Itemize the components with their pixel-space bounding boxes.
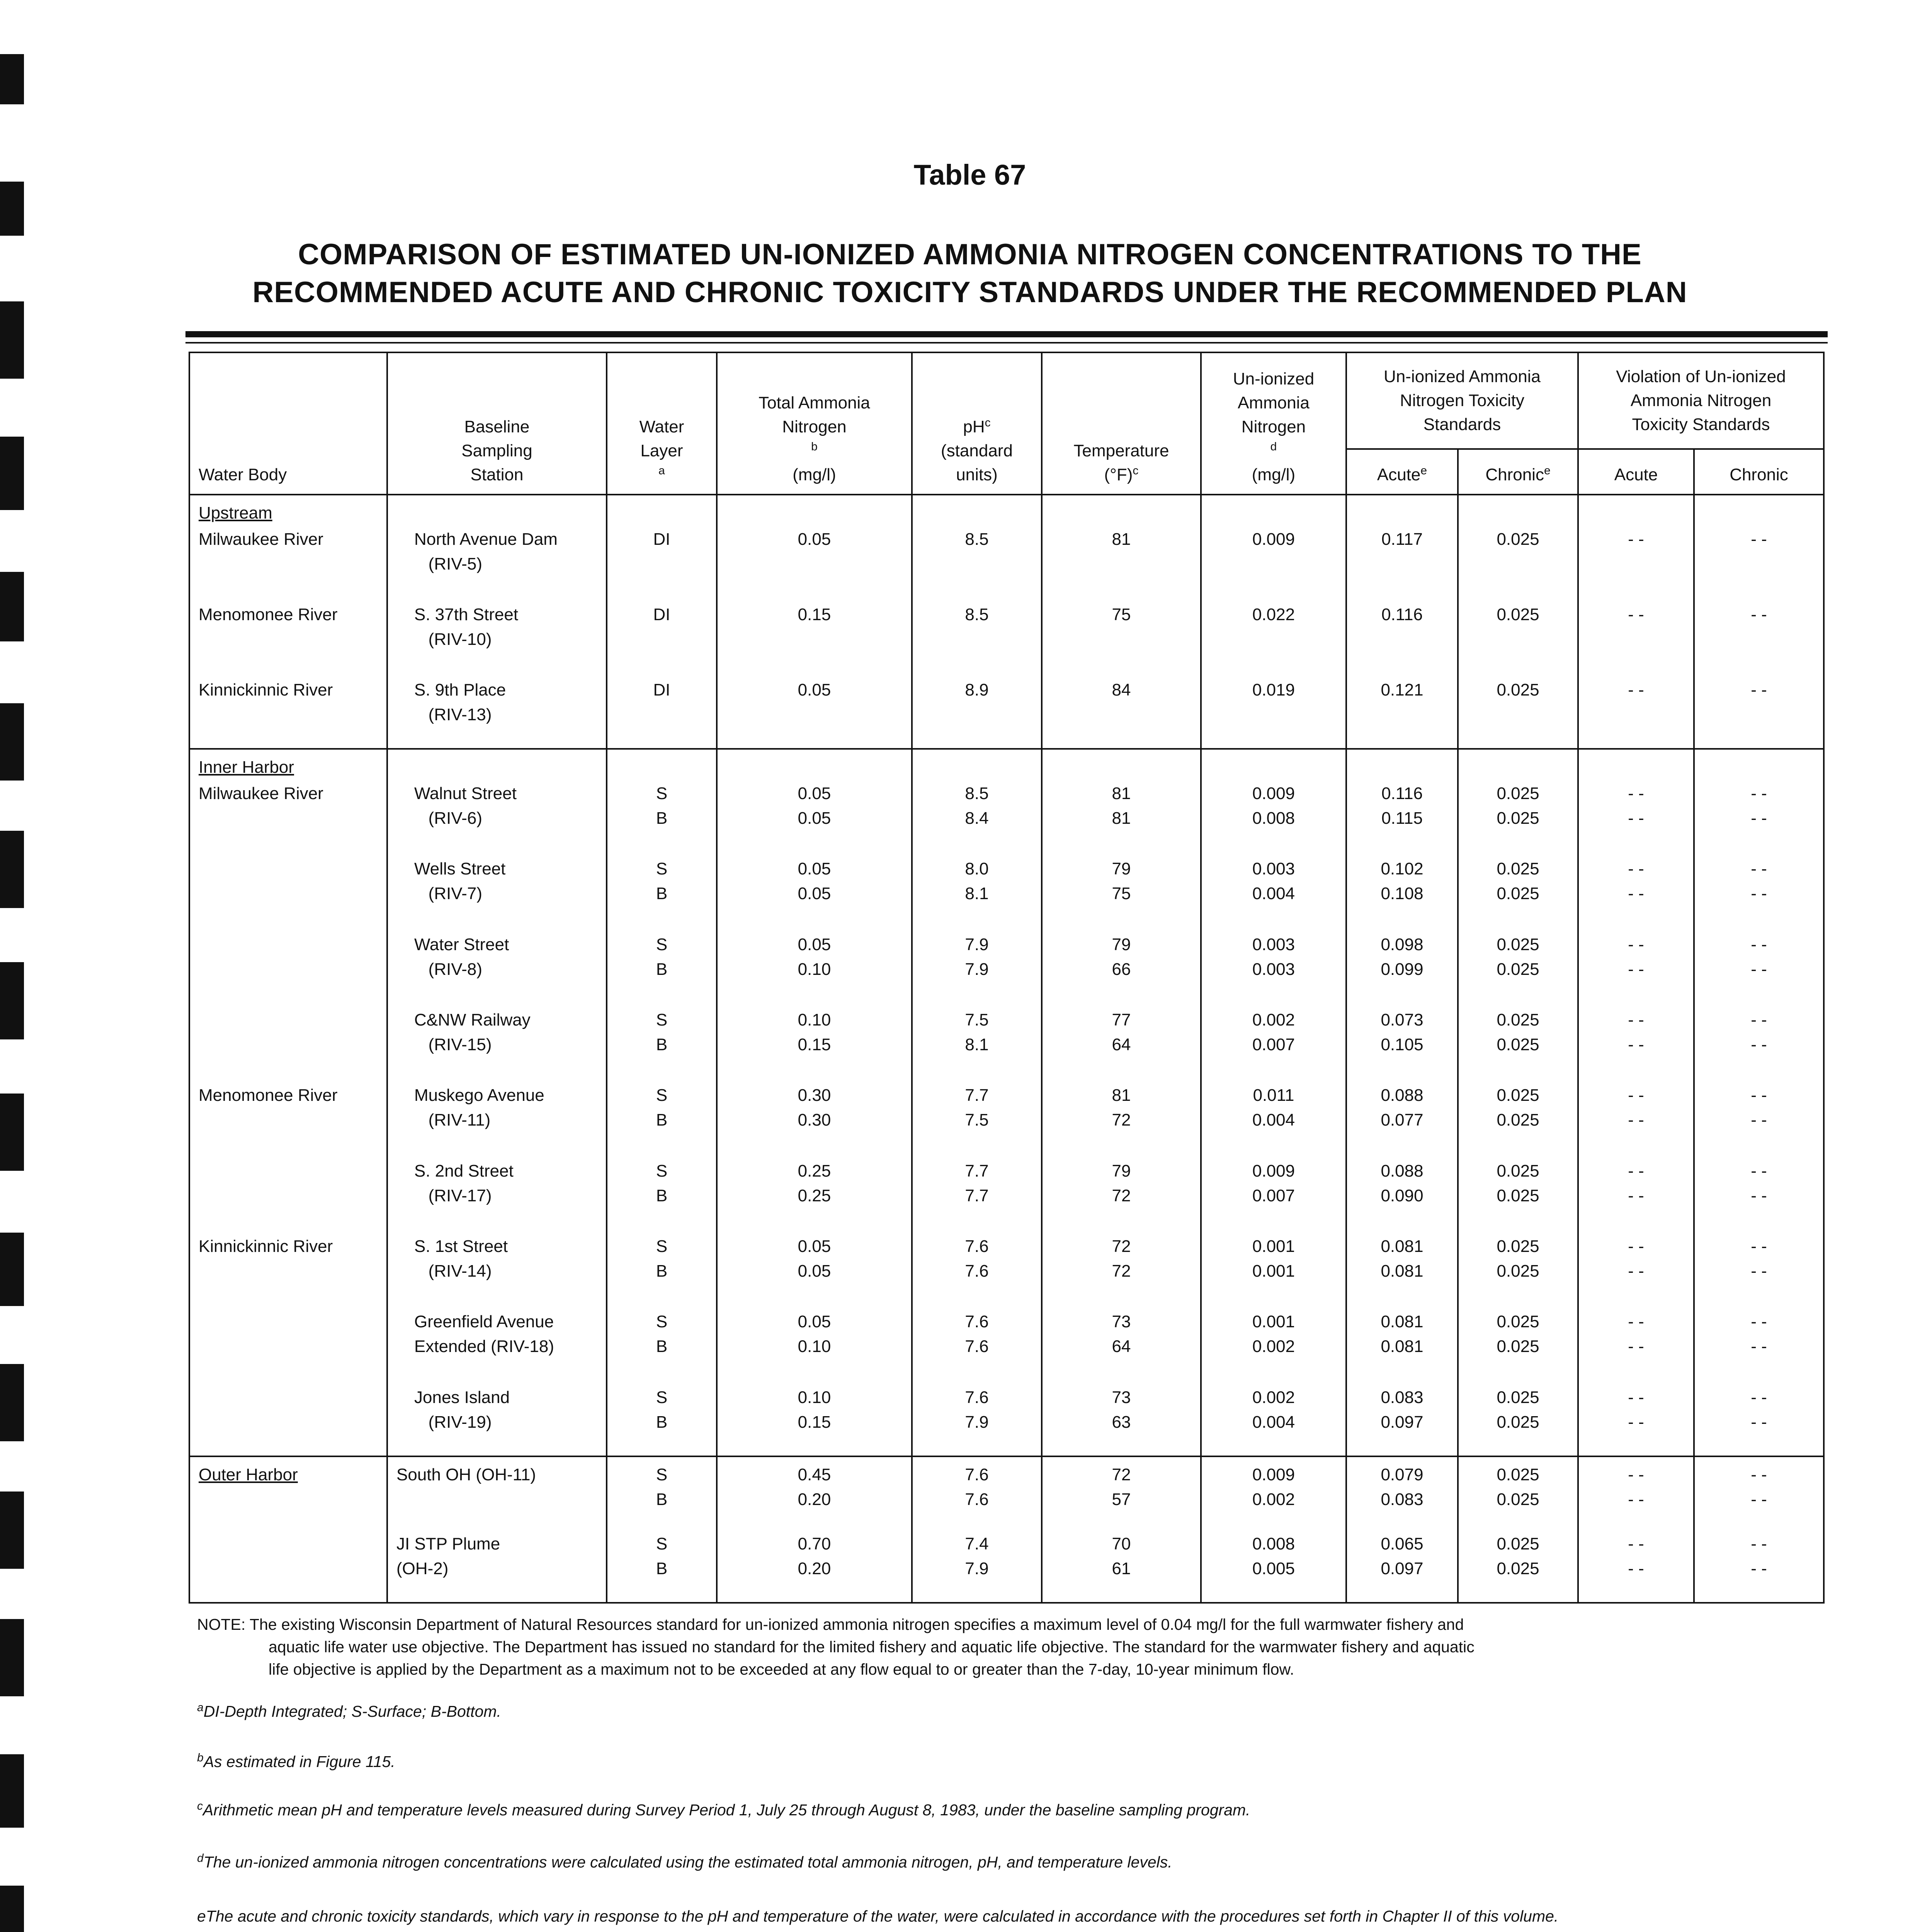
table-notes [197, 1613, 1820, 1925]
table-row [189, 1385, 1824, 1456]
cell-violation-acute: - - - - [1578, 1456, 1694, 1532]
cell-violation-chronic: - - - - [1694, 1008, 1824, 1083]
header-row [189, 352, 1824, 449]
cell-water-body [189, 857, 387, 932]
cell-acute: 0.088 0.090 [1346, 1159, 1458, 1234]
cell-temp: 73 64 [1042, 1310, 1201, 1385]
cell-acute: 0.079 0.083 [1346, 1456, 1458, 1532]
cell-unionized: 0.003 0.003 [1201, 932, 1346, 1008]
cell-chronic: 0.025 0.025 [1458, 1385, 1578, 1456]
cell-total: 0.05 [717, 678, 912, 749]
cell-total: 0.30 0.30 [717, 1083, 912, 1158]
binder-mark [0, 54, 24, 104]
cell-acute: 0.088 0.077 [1346, 1083, 1458, 1158]
cell-acute: 0.081 0.081 [1346, 1310, 1458, 1385]
cell-chronic: 0.025 [1458, 527, 1578, 602]
binder-mark [0, 301, 24, 379]
cell-chronic: 0.025 0.025 [1458, 781, 1578, 857]
cell-layer: S B [607, 1159, 717, 1234]
table-row [189, 527, 1824, 602]
binder-mark [0, 1886, 24, 1932]
cell-chronic: 0.025 0.025 [1458, 932, 1578, 1008]
note-label: NOTE: [197, 1616, 246, 1633]
cell-layer: DI [607, 602, 717, 678]
cell-chronic: 0.025 0.025 [1458, 1234, 1578, 1310]
cell-violation-chronic: - - [1694, 678, 1824, 749]
cell-station: Muskego Avenue (RIV-11) [387, 1083, 607, 1158]
cell-unionized: 0.001 0.001 [1201, 1234, 1346, 1310]
cell-layer: S B [607, 1456, 717, 1532]
table-row [189, 1234, 1824, 1310]
cell-water-body: Kinnickinnic River [189, 1234, 387, 1310]
cell-temp: 79 75 [1042, 857, 1201, 932]
table-row [189, 1456, 1824, 1532]
cell-water-body: Kinnickinnic River [189, 678, 387, 749]
cell-ph: 7.5 8.1 [912, 1008, 1042, 1083]
cell-violation-chronic: - - [1694, 527, 1824, 602]
cell-violation-chronic: - - - - [1694, 1159, 1824, 1234]
binder-mark [0, 1094, 24, 1171]
table-number: Table 67 [913, 159, 1026, 191]
section-label-upstream: Upstream [189, 495, 387, 527]
cell-temp: 73 63 [1042, 1385, 1201, 1456]
cell-ph: 7.6 7.6 [912, 1234, 1042, 1310]
cell-ph: 7.4 7.9 [912, 1532, 1042, 1603]
cell-total: 0.05 0.05 [717, 857, 912, 932]
cell-temp: 84 [1042, 678, 1201, 749]
cell-station: Wells Street (RIV-7) [387, 857, 607, 932]
cell-chronic: 0.025 [1458, 602, 1578, 678]
cell-unionized: 0.009 [1201, 527, 1346, 602]
col-header-ph: $pH^c$ (standard units) [912, 352, 1042, 495]
cell-violation-acute: - - [1578, 678, 1694, 749]
cell-ph: 7.7 7.7 [912, 1159, 1042, 1234]
cell-water-body: Menomonee River [189, 1083, 387, 1158]
cell-total: 0.05 0.05 [717, 781, 912, 857]
cell-temp: 81 81 [1042, 781, 1201, 857]
cell-station: S. 1st Street (RIV-14) [387, 1234, 607, 1310]
cell-layer: S B [607, 857, 717, 932]
binder-mark [0, 572, 24, 641]
cell-violation-acute: - - - - [1578, 857, 1694, 932]
cell-acute: 0.098 0.099 [1346, 932, 1458, 1008]
cell-total: 0.45 0.20 [717, 1456, 912, 1532]
binder-mark [0, 831, 24, 908]
cell-layer: DI [607, 678, 717, 749]
cell-water-body [189, 932, 387, 1008]
cell-temp: 79 72 [1042, 1159, 1201, 1234]
cell-layer: S B [607, 1008, 717, 1083]
cell-ph: 7.6 7.9 [912, 1385, 1042, 1456]
section-row [189, 495, 1824, 527]
cell-violation-chronic: - - [1694, 602, 1824, 678]
note-line: aquatic life water use objective. The Department has issued no standard for the limited fishery and aquatic life objective. The standard for the warmwater fishery and aquatic [269, 1638, 1475, 1656]
cell-chronic: 0.025 [1458, 678, 1578, 749]
col-header-unionized: Un-ionized Ammonia Nitrogen $^d$ (mg/l) [1201, 352, 1346, 495]
cell-chronic: 0.025 0.025 [1458, 1083, 1578, 1158]
cell-station: North Avenue Dam (RIV-5) [387, 527, 607, 602]
cell-ph: 7.6 7.6 [912, 1310, 1042, 1385]
binder-mark [0, 1364, 24, 1441]
cell-water-body [189, 1310, 387, 1385]
col-header-standards-group: Un-ionized Ammonia Nitrogen Toxicity Standards [1346, 352, 1578, 449]
cell-violation-acute: - - - - [1578, 1385, 1694, 1456]
cell-acute: 0.102 0.108 [1346, 857, 1458, 932]
cell-unionized: 0.009 0.008 [1201, 781, 1346, 857]
footnote-e: eThe acute and chronic toxicity standards, which vary in response to the pH and temperature of the water, were calculated in accordance with the procedures set forth in Chapter II of this volume. [197, 1907, 1559, 1925]
note-text [197, 1613, 1820, 1680]
col-header-acute: Acute$^e$ [1346, 449, 1458, 495]
table-row [189, 932, 1824, 1008]
cell-station: JI STP Plume (OH-2) [387, 1532, 607, 1603]
table-row [189, 857, 1824, 932]
footnote-d: $^d$The un-ionized ammonia nitrogen concentrations were calculated using the estimated total ammonia nitrogen, pH, and temperature levels. [197, 1852, 1172, 1871]
cell-chronic: 0.025 0.025 [1458, 1008, 1578, 1083]
cell-violation-chronic: - - - - [1694, 1234, 1824, 1310]
table-title-line: COMPARISON OF ESTIMATED UN-IONIZED AMMONIA NITROGEN CONCENTRATIONS TO THE [298, 238, 1642, 271]
cell-layer: S B [607, 1083, 717, 1158]
cell-violation-acute: - - - - [1578, 1159, 1694, 1234]
table-row [189, 1159, 1824, 1234]
col-header-layer: Water Layer $^a$ [607, 352, 717, 495]
cell-violation-acute: - - - - [1578, 1008, 1694, 1083]
cell-station: S. 2nd Street (RIV-17) [387, 1159, 607, 1234]
cell-ph: 8.5 [912, 527, 1042, 602]
cell-violation-chronic: - - - - [1694, 932, 1824, 1008]
col-header-violation-chronic: Chronic [1694, 449, 1824, 495]
cell-layer: S B [607, 932, 717, 1008]
cell-unionized: 0.002 0.004 [1201, 1385, 1346, 1456]
cell-total: 0.25 0.25 [717, 1159, 912, 1234]
cell-acute: 0.081 0.081 [1346, 1234, 1458, 1310]
cell-station: South OH (OH-11) [387, 1456, 607, 1532]
cell-chronic: 0.025 0.025 [1458, 1532, 1578, 1603]
cell-violation-acute: - - [1578, 602, 1694, 678]
section-row [189, 749, 1824, 781]
table-row [189, 1008, 1824, 1083]
title-rule-thin [185, 342, 1828, 344]
cell-temp: 70 61 [1042, 1532, 1201, 1603]
cell-chronic: 0.025 0.025 [1458, 1456, 1578, 1532]
cell-violation-acute: - - - - [1578, 1310, 1694, 1385]
binder-mark [0, 962, 24, 1039]
cell-acute: 0.121 [1346, 678, 1458, 749]
cell-station: Walnut Street (RIV-6) [387, 781, 607, 857]
note-line: The existing Wisconsin Department of Natural Resources standard for un-ionized ammonia nitrogen specifies a maximum level of 0.04 mg/l for the full warmwater fishery and [249, 1616, 1464, 1633]
cell-total: 0.05 0.05 [717, 1234, 912, 1310]
cell-temp: 75 [1042, 602, 1201, 678]
col-header-total-ammonia: Total Ammonia Nitrogen $^b$ (mg/l) [717, 352, 912, 495]
cell-violation-acute: - - - - [1578, 781, 1694, 857]
cell-water-body [189, 1159, 387, 1234]
cell-acute: 0.083 0.097 [1346, 1385, 1458, 1456]
note-line: life objective is applied by the Department as a maximum not to be exceeded at any flow equal to or greater than the 7-day, 10-year minimum flow. [269, 1660, 1294, 1678]
cell-water-body: Milwaukee River [189, 781, 387, 857]
cell-violation-chronic: - - - - [1694, 857, 1824, 932]
cell-unionized: 0.003 0.004 [1201, 857, 1346, 932]
cell-total: 0.70 0.20 [717, 1532, 912, 1603]
table-row [189, 1310, 1824, 1385]
col-header-temperature: Temperature $(^\circ F)^c$ [1042, 352, 1201, 495]
section-label-outer-harbor: Outer Harbor [189, 1456, 387, 1532]
cell-layer: S B [607, 1234, 717, 1310]
cell-layer: S B [607, 1310, 717, 1385]
cell-ph: 7.7 7.5 [912, 1083, 1042, 1158]
cell-unionized: 0.008 0.005 [1201, 1532, 1346, 1603]
binder-mark [0, 1492, 24, 1569]
cell-unionized: 0.011 0.004 [1201, 1083, 1346, 1158]
table-row [189, 781, 1824, 857]
cell-violation-acute: - - - - [1578, 1234, 1694, 1310]
cell-water-body [189, 1532, 387, 1603]
table-row [189, 602, 1824, 678]
cell-violation-acute: - - [1578, 527, 1694, 602]
cell-chronic: 0.025 0.025 [1458, 1159, 1578, 1234]
cell-water-body: Milwaukee River [189, 527, 387, 602]
data-table [189, 352, 1825, 1604]
binder-mark [0, 1619, 24, 1696]
cell-total: 0.15 [717, 602, 912, 678]
cell-violation-acute: - - - - [1578, 1083, 1694, 1158]
cell-violation-chronic: - - - - [1694, 1456, 1824, 1532]
cell-layer: DI [607, 527, 717, 602]
title-rule [185, 331, 1828, 337]
cell-ph: 7.9 7.9 [912, 932, 1042, 1008]
cell-water-body [189, 1385, 387, 1456]
cell-violation-chronic: - - - - [1694, 781, 1824, 857]
cell-violation-chronic: - - - - [1694, 1310, 1824, 1385]
cell-violation-acute: - - - - [1578, 1532, 1694, 1603]
table-row [189, 678, 1824, 749]
cell-station: Water Street (RIV-8) [387, 932, 607, 1008]
table-title [216, 236, 1723, 311]
cell-unionized: 0.009 0.002 [1201, 1456, 1346, 1532]
col-header-violation-group: Violation of Un-ionized Ammonia Nitrogen Toxicity Standards [1578, 352, 1824, 449]
cell-temp: 72 72 [1042, 1234, 1201, 1310]
col-header-violation-acute: Acute [1578, 449, 1694, 495]
cell-station: Greenfield Avenue Extended (RIV-18) [387, 1310, 607, 1385]
cell-acute: 0.116 0.115 [1346, 781, 1458, 857]
cell-total: 0.05 0.10 [717, 932, 912, 1008]
cell-station: Jones Island (RIV-19) [387, 1385, 607, 1456]
cell-unionized: 0.002 0.007 [1201, 1008, 1346, 1083]
cell-acute: 0.117 [1346, 527, 1458, 602]
cell-station: S. 9th Place (RIV-13) [387, 678, 607, 749]
section-label-inner-harbor: Inner Harbor [189, 749, 387, 781]
cell-violation-chronic: - - - - [1694, 1083, 1824, 1158]
binder-mark [0, 1233, 24, 1306]
binder-mark [0, 1754, 24, 1828]
binder-mark [0, 703, 24, 781]
cell-unionized: 0.009 0.007 [1201, 1159, 1346, 1234]
cell-temp: 81 72 [1042, 1083, 1201, 1158]
binder-mark [0, 437, 24, 510]
cell-ph: 8.0 8.1 [912, 857, 1042, 932]
table-row [189, 1083, 1824, 1158]
table-row [189, 1532, 1824, 1603]
table-title-line: RECOMMENDED ACUTE AND CHRONIC TOXICITY STANDARDS UNDER THE RECOMMENDED PLAN [252, 276, 1687, 309]
col-header-station: Baseline Sampling Station [387, 352, 607, 495]
cell-violation-chronic: - - - - [1694, 1385, 1824, 1456]
cell-water-body [189, 1008, 387, 1083]
col-header-chronic: Chronic$^e$ [1458, 449, 1578, 495]
cell-layer: S B [607, 1532, 717, 1603]
footnote-a: $^a$DI-Depth Integrated; S-Surface; B-Bottom. [197, 1701, 501, 1720]
cell-total: 0.10 0.15 [717, 1385, 912, 1456]
cell-ph: 8.5 8.4 [912, 781, 1042, 857]
cell-total: 0.05 [717, 527, 912, 602]
cell-acute: 0.116 [1346, 602, 1458, 678]
cell-station: S. 37th Street (RIV-10) [387, 602, 607, 678]
cell-total: 0.10 0.15 [717, 1008, 912, 1083]
cell-acute: 0.065 0.097 [1346, 1532, 1458, 1603]
cell-temp: 79 66 [1042, 932, 1201, 1008]
cell-temp: 72 57 [1042, 1456, 1201, 1532]
cell-ph: 8.5 [912, 602, 1042, 678]
footnote-b: $^b$As estimated in Figure 115. [197, 1751, 395, 1770]
cell-temp: 81 [1042, 527, 1201, 602]
cell-total: 0.05 0.10 [717, 1310, 912, 1385]
cell-layer: S B [607, 781, 717, 857]
cell-ph: 7.6 7.6 [912, 1456, 1042, 1532]
cell-chronic: 0.025 0.025 [1458, 1310, 1578, 1385]
cell-station: C&NW Railway (RIV-15) [387, 1008, 607, 1083]
cell-unionized: 0.001 0.002 [1201, 1310, 1346, 1385]
cell-ph: 8.9 [912, 678, 1042, 749]
cell-chronic: 0.025 0.025 [1458, 857, 1578, 932]
cell-layer: S B [607, 1385, 717, 1456]
col-header-water-body: Water Body [189, 352, 387, 495]
cell-water-body: Menomonee River [189, 602, 387, 678]
cell-acute: 0.073 0.105 [1346, 1008, 1458, 1083]
footnote-c: $^c$Arithmetic mean pH and temperature levels measured during Survey Period 1, July 25 through August 8, 1983, under the baseline sampling program. [197, 1799, 1250, 1819]
cell-unionized: 0.022 [1201, 602, 1346, 678]
cell-violation-acute: - - - - [1578, 932, 1694, 1008]
cell-violation-chronic: - - - - [1694, 1532, 1824, 1603]
cell-unionized: 0.019 [1201, 678, 1346, 749]
cell-temp: 77 64 [1042, 1008, 1201, 1083]
